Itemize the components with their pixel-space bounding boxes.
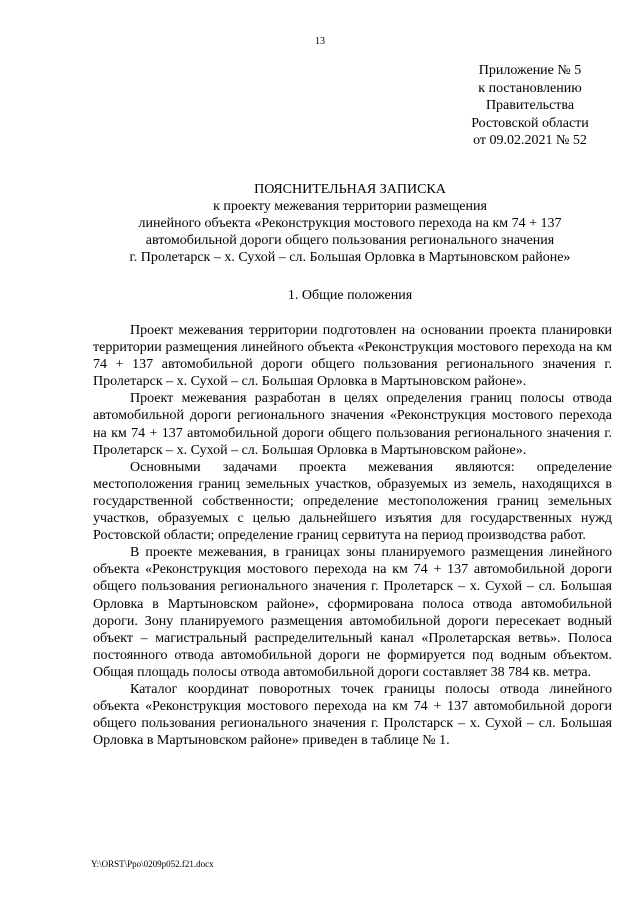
body-text (93, 322, 612, 749)
footer-file-path: Y:\ORST\Ppo\0209p052.f21.docx (91, 859, 214, 869)
title-line: линейного объекта «Реконструкция мостового перехода на км 74 + 137 (138, 216, 562, 231)
paragraph: Проект межевания разработан в целях определения границ полосы отвода автомобильной дороги регионального значения «Реконструкция мостового перехода на км 74 + 137 автомобильной дороги общего пользования регионального значения г. Пролетарск – х. Сухой – сл. Большая Орловка в Мартыновском районе». (93, 391, 612, 458)
paragraph: Основными задачами проекта межевания являются: определение местоположения границ земельных участков, образуемых из земель, находящихся в государственной собственности; определение местоположения границ земельных участков, образуемых с целью дальнейшего изъятия для государственных нужд Ростовской области; определение границ сервитута на период производства работ. (93, 459, 612, 544)
page-number: 13 (315, 36, 325, 47)
paragraph: Проект межевания территории подготовлен на основании проекта планировки территории размещения линейного объекта «Реконструкция мостового перехода на км 74 + 137 автомобильной дороги общего пользования регионального значения г. Пролетарск – х. Сухой – сл. Большая Орловка в Мартыновском районе». (93, 323, 612, 390)
paragraph: Каталог координат поворотных точек границы полосы отвода линейного объекта «Реконструкция мостового перехода на км 74 + 137 автомобильной дороги общего пользования регионального значения г. Пролстарск – х. Сухой – сл. Большая Орловка в Мартыновском районе» приведен в таблице № 1. (93, 681, 612, 749)
title-line: г. Пролетарск – х. Сухой – сл. Большая Орловка в Мартыновском районе» (129, 250, 571, 265)
appendix-line: Приложение № 5 (478, 63, 582, 78)
appendix-line: к постановлению (478, 80, 582, 96)
appendix-block (440, 62, 620, 150)
appendix-line: Правительства (485, 98, 575, 113)
appendix-line: Ростовской области (471, 115, 589, 131)
appendix-line: от 09.02.2021 № 52 (473, 133, 587, 148)
paragraph: В проекте межевания, в границах зоны планируемого размещения линейного объекта «Реконструкция мостового перехода на км 74 + 137 автомобильной дороги общего пользования регионального значения г. Пролетарск – х. Сухой – сл. Большая Орловка в Мартыновском районе», сформирована полоса отвода автомобильной дороги. Зону планируемого размещения автомобильной дороги пересекает водный объект – магистральный распределительный канал «Пролетарская ветвь». Полоса постоянного отвода автомобильной дороги не формируется под водным объектом. Общая площадь полосы отвода автомобильной дороги составляет 38 784 кв. метра. (93, 545, 612, 680)
section-heading: 1. Общие положения (287, 288, 413, 303)
title-line: автомобильной дороги общего пользования регионального значения (145, 233, 555, 248)
title-line: к проекту межевания территории размещения (213, 199, 487, 214)
title-heading: ПОЯСНИТЕЛЬНАЯ ЗАПИСКА (254, 182, 446, 197)
document-title (80, 181, 620, 266)
